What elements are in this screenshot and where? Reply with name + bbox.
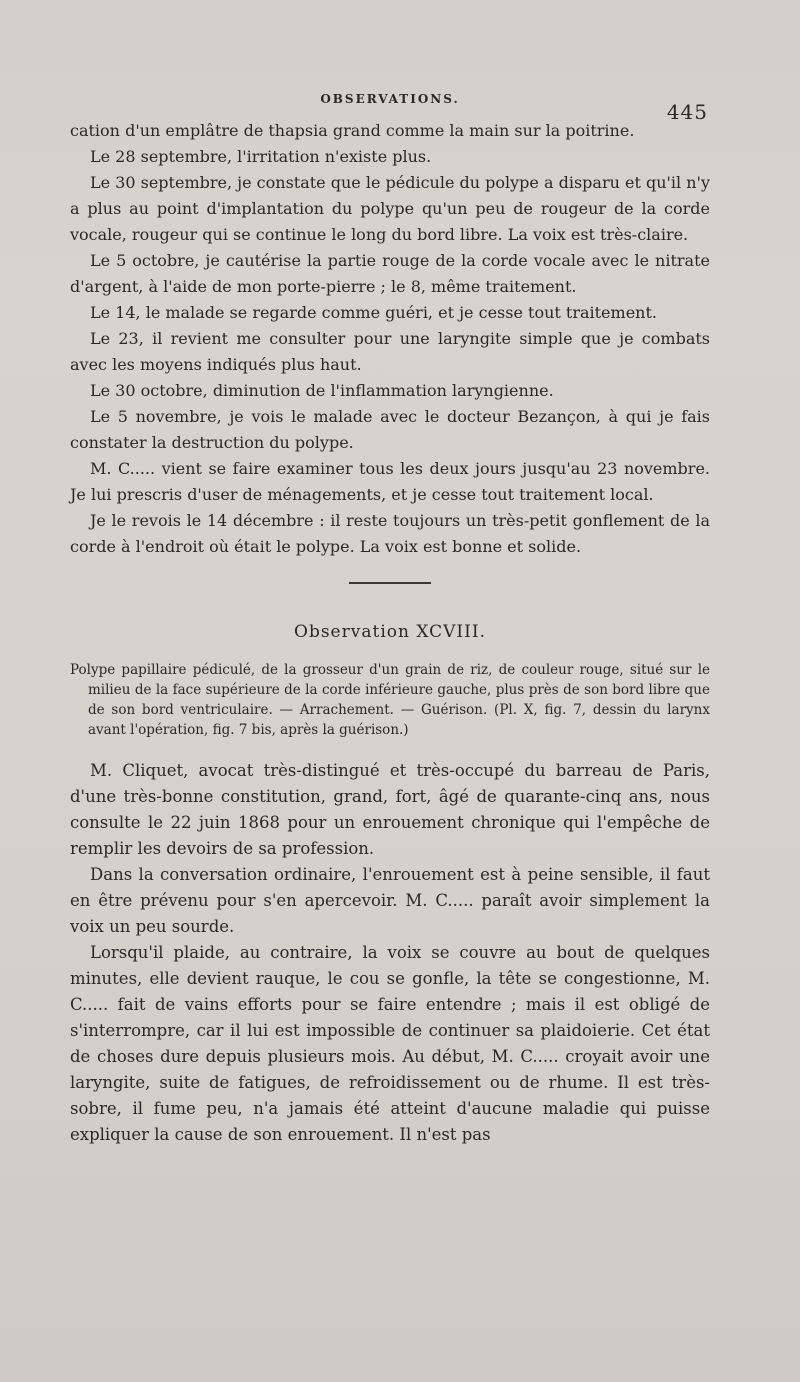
paragraph: Le 5 novembre, je vois le malade avec le docteur Bezançon, à qui je fais constater la destruction du polype.: [70, 407, 710, 452]
paragraph: M. C..... vient se faire examiner tous les deux jours jusqu'au 23 novembre. Je lui prescris d'user de ménagements, et je cesse tout traitement local.: [70, 459, 710, 504]
observation-summary: Polype papillaire pédiculé, de la grosseur d'un grain de riz, de couleur rouge, situé sur le milieu de la face supérieure de la corde inférieure gauche, plus près de son bord libre que de son bord ventriculaire. — Arrachement. — Guérison. (Pl. X, fig. 7, dessin du larynx avant l'opération, fig. 7 bis, après la guérison.): [70, 662, 710, 738]
paragraph: Le 30 octobre, diminution de l'inflammation laryngienne.: [90, 381, 554, 400]
paragraph: Je le revois le 14 décembre : il reste toujours un très-petit gonflement de la corde à l'endroit où était le polype. La voix est bonne et solide.: [70, 511, 710, 556]
paragraph: M. Cliquet, avocat très-distingué et très-occupé du barreau de Paris, d'une très-bonne constitution, grand, fort, âgé de quarante-cinq ans, nous consulte le 22 juin 1868 pour un enrouement chronique qui l'empêche de remplir les devoirs de sa profession.: [70, 761, 710, 858]
running-head: OBSERVATIONS.: [320, 92, 460, 106]
paragraph: Dans la conversation ordinaire, l'enrouement est à peine sensible, il faut en être prévenu pour s'en apercevoir. M. C..... paraît avoir simplement la voix un peu sourde.: [70, 865, 710, 936]
paragraph: Le 30 septembre, je constate que le pédicule du polype a disparu et qu'il n'y a plus au point d'implantation du polype qu'un peu de rougeur de la corde vocale, rougeur qui se continue le long du bord libre. La voix est très-claire.: [70, 173, 710, 244]
page-body: [70, 118, 710, 1148]
observation-title: Observation XCVIII.: [294, 622, 486, 642]
paragraph: Lorsqu'il plaide, au contraire, la voix se couvre au bout de quelques minutes, elle devient rauque, le cou se gonfle, la tête se congestionne, M. C..... fait de vains efforts pour se faire entendre ; mais il est obligé de s'interrompre, car il lui est impossible de continuer sa plaidoierie. Cet état de choses dure depuis plusieurs mois. Au début, M. C..... croyait avoir une laryngite, suite de fatigues, de refroidissement ou de rhume. Il est très-sobre, il fume peu, n'a jamais été atteint d'aucune maladie qui puisse expliquer la cause de son enrouement. Il n'est pas: [70, 943, 710, 1144]
paragraph: Le 5 octobre, je cautérise la partie rouge de la corde vocale avec le nitrate d'argent, à l'aide de mon porte-pierre ; le 8, même traitement.: [70, 251, 710, 296]
section-separator: [349, 582, 431, 584]
paragraph: cation d'un emplâtre de thapsia grand comme la main sur la poitrine.: [70, 121, 635, 140]
paragraph: Le 23, il revient me consulter pour une laryngite simple que je combats avec les moyens indiqués plus haut.: [70, 329, 710, 374]
paragraph: Le 14, le malade se regarde comme guéri, et je cesse tout traitement.: [90, 303, 657, 322]
page-number: 445: [666, 100, 708, 124]
paragraph: Le 28 septembre, l'irritation n'existe plus.: [90, 147, 432, 166]
page-header: [66, 92, 714, 124]
